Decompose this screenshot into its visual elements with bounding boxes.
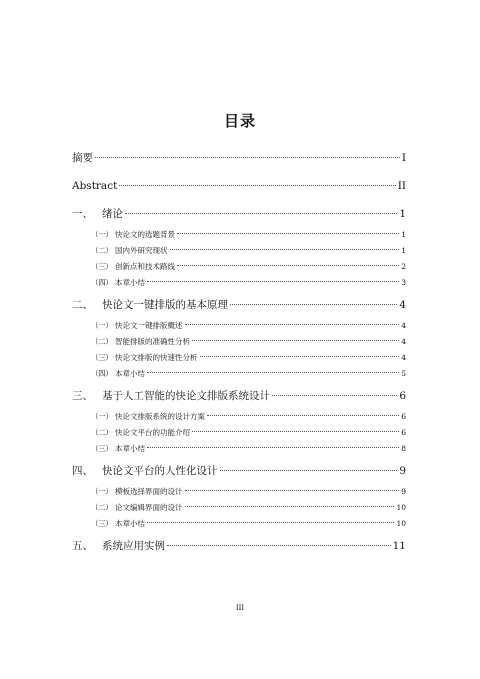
toc-entry-page-number: 2 xyxy=(401,262,406,271)
toc-entry-text: 本章小结 xyxy=(115,369,145,378)
dot-leader xyxy=(119,185,395,186)
toc-entry-text: 本章小结 xyxy=(115,278,145,287)
toc-section-entry xyxy=(72,410,406,423)
toc-entry-label xyxy=(91,335,190,348)
toc-chapter-entry xyxy=(72,463,406,479)
toc-entry-label xyxy=(72,538,165,554)
dot-leader xyxy=(125,213,397,214)
toc-entry-number: 一、 xyxy=(72,208,93,220)
toc-entry-number: 四、 xyxy=(72,465,93,477)
dot-leader xyxy=(170,249,400,250)
toc-entry-number: 三、 xyxy=(72,390,93,402)
toc-entry-text: 基于人工智能的快论文排版系统设计 xyxy=(102,390,270,402)
toc-entry-label xyxy=(72,297,228,313)
toc-section-entry xyxy=(72,244,406,257)
toc-entry-text: 摘要 xyxy=(72,152,93,164)
toc-entry-page-number: 4 xyxy=(401,353,406,362)
toc-entry-label xyxy=(91,319,183,332)
dot-leader xyxy=(185,506,395,507)
toc-section-entry xyxy=(72,442,406,455)
dot-leader xyxy=(177,233,399,234)
toc-entry-page-number: 3 xyxy=(401,278,406,287)
toc-section-entry xyxy=(72,426,406,439)
toc-entry-page-number: 1 xyxy=(401,230,406,239)
toc-entry-page-number: 11 xyxy=(392,540,406,552)
toc-entry-text: 智能排版的准确性分析 xyxy=(115,337,190,346)
toc-entry-text: 快论文排版系统的设计方案 xyxy=(115,412,205,421)
toc-section-entry xyxy=(72,485,406,498)
toc-entry-page-number: 1 xyxy=(401,246,406,255)
dot-leader xyxy=(272,395,397,396)
toc-entry-number: （二） xyxy=(91,428,113,437)
toc-entry-page-number: 9 xyxy=(401,487,406,496)
toc-entry-number: （三） xyxy=(91,519,113,528)
toc-entry-number: （三） xyxy=(91,444,113,453)
toc-entry-number: （四） xyxy=(91,278,113,287)
toc-entry-page-number: 10 xyxy=(396,519,406,528)
toc-entry-label xyxy=(91,351,198,364)
toc-chapter-entry xyxy=(72,538,406,554)
toc-entry-page-number: 4 xyxy=(401,337,406,346)
toc-entry-number: （二） xyxy=(91,503,113,512)
toc-chapter-entry xyxy=(72,150,406,166)
dot-leader xyxy=(230,304,397,305)
toc-chapter-entry xyxy=(72,388,406,404)
toc-entry-label xyxy=(91,485,183,498)
toc-entry-number: （一） xyxy=(91,412,113,421)
page-number-footer: III xyxy=(235,604,245,612)
toc-entry-label xyxy=(91,276,145,289)
toc-entry-text: Abstract xyxy=(72,180,118,192)
toc-entry-label xyxy=(72,150,93,166)
toc-entry-label xyxy=(91,244,168,257)
toc-entry-label xyxy=(91,442,145,455)
toc-entry-text: 快论文一键排版概述 xyxy=(115,321,183,330)
toc-entry-number: 二、 xyxy=(72,299,93,311)
toc-entry-page-number: 8 xyxy=(401,444,406,453)
toc-section-entry xyxy=(72,319,406,332)
toc-entry-label xyxy=(91,367,145,380)
toc-entry-page-number: 10 xyxy=(396,503,406,512)
toc-entry-label xyxy=(72,463,218,479)
dot-leader xyxy=(220,470,398,471)
dot-leader xyxy=(177,265,399,266)
dot-leader xyxy=(185,324,400,325)
toc-entry-text: 创新点和技术路线 xyxy=(115,262,175,271)
dot-leader xyxy=(147,522,394,523)
toc-entry-page-number: 4 xyxy=(399,299,406,311)
toc-entry-number: （四） xyxy=(91,369,113,378)
toc-chapter-entry xyxy=(72,178,406,194)
toc-entry-number: （一） xyxy=(91,230,113,239)
toc-entry-page-number: 6 xyxy=(399,390,406,402)
toc-entry-number: （二） xyxy=(91,246,113,255)
toc-entry-text: 快论文一键排版的基本原理 xyxy=(102,299,228,311)
toc-entry-number: （三） xyxy=(91,353,113,362)
toc-entry-page-number: 6 xyxy=(401,428,406,437)
toc-entry-label xyxy=(72,178,117,194)
toc-section-entry xyxy=(72,335,406,348)
dot-leader xyxy=(147,372,399,373)
toc-entry-text: 快论文的选题背景 xyxy=(115,230,175,239)
toc-entry-text: 模板选择界面的设计 xyxy=(115,487,183,496)
dot-leader xyxy=(192,431,399,432)
toc-entry-text: 本章小结 xyxy=(115,519,145,528)
toc-entry-page-number: 9 xyxy=(399,465,406,477)
toc-entry-page-number: 1 xyxy=(399,208,406,220)
toc-entry-page-number: 4 xyxy=(401,321,406,330)
toc-entry-label xyxy=(72,388,270,404)
toc-entry-text: 国内外研究现状 xyxy=(115,246,168,255)
toc-entry-text: 论文编辑界面的设计 xyxy=(115,503,183,512)
toc-entry-label xyxy=(72,206,123,222)
dot-leader xyxy=(147,281,399,282)
dot-leader xyxy=(147,447,399,448)
dot-leader xyxy=(200,356,400,357)
toc-entry-text: 快论文平台的人性化设计 xyxy=(102,465,218,477)
toc-section-entry xyxy=(72,351,406,364)
toc-entry-text: 快论文排版的快速性分析 xyxy=(115,353,198,362)
toc-entry-label xyxy=(91,501,183,514)
toc-entry-text: 本章小结 xyxy=(115,444,145,453)
toc-entry-page-number: 6 xyxy=(401,412,406,421)
dot-leader xyxy=(185,490,400,491)
toc-section-entry xyxy=(72,276,406,289)
toc-section-entry xyxy=(72,501,406,514)
toc-entry-text: 绪论 xyxy=(102,208,123,220)
toc-entry-label xyxy=(91,410,205,423)
dot-leader xyxy=(207,415,399,416)
toc-section-entry xyxy=(72,367,406,380)
toc-section-entry xyxy=(72,228,406,241)
toc-chapter-entry xyxy=(72,206,406,222)
table-of-contents xyxy=(72,150,406,554)
toc-entry-text: 快论文平台的功能介绍 xyxy=(115,428,190,437)
toc-entry-page-number: II xyxy=(397,180,406,192)
toc-entry-label xyxy=(91,517,145,530)
toc-section-entry xyxy=(72,517,406,530)
toc-entry-number: （一） xyxy=(91,487,113,496)
toc-entry-label xyxy=(91,260,175,273)
dot-leader xyxy=(167,545,391,546)
toc-entry-page-number: 5 xyxy=(401,369,406,378)
toc-entry-label xyxy=(91,228,175,241)
toc-entry-number: （一） xyxy=(91,321,113,330)
toc-chapter-entry xyxy=(72,297,406,313)
toc-entry-text: 系统应用实例 xyxy=(102,540,165,552)
page-title: 目录 xyxy=(223,112,256,130)
toc-entry-number: 五、 xyxy=(72,540,93,552)
toc-section-entry xyxy=(72,260,406,273)
dot-leader xyxy=(95,157,400,158)
toc-entry-page-number: I xyxy=(401,152,406,164)
toc-entry-number: （三） xyxy=(91,262,113,271)
toc-entry-number: （二） xyxy=(91,337,113,346)
toc-entry-label xyxy=(91,426,190,439)
dot-leader xyxy=(192,340,399,341)
